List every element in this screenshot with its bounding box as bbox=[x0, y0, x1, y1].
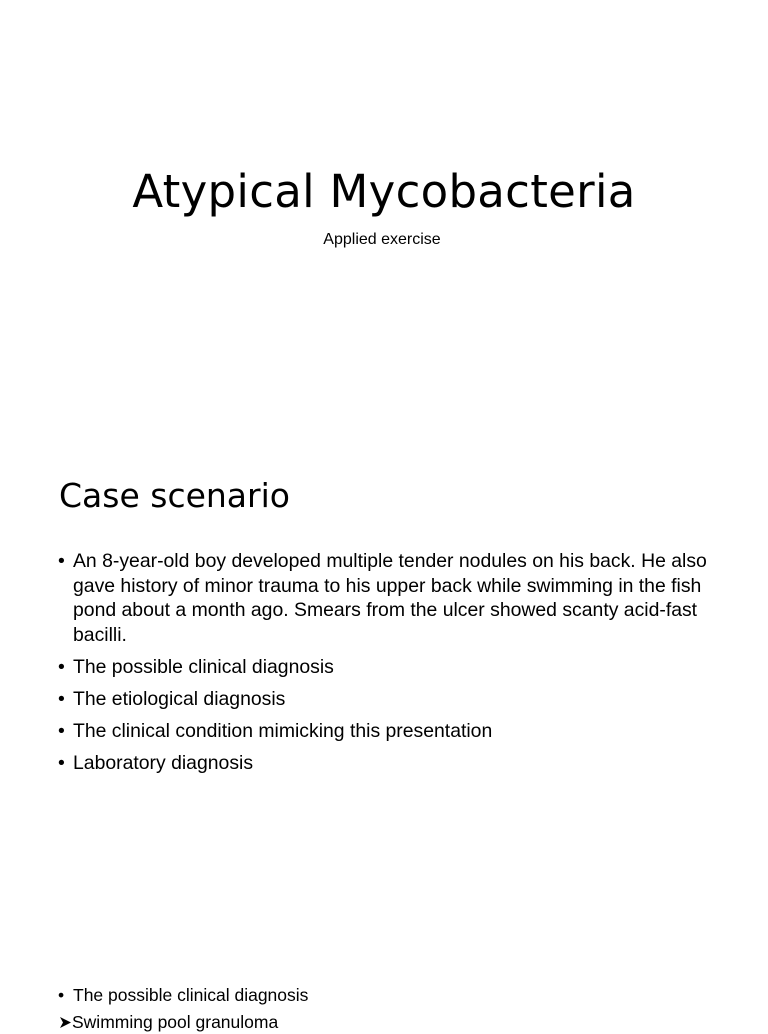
answer-bullet-list bbox=[58, 983, 718, 1007]
bullet-item bbox=[58, 751, 718, 776]
case-scenario-slide bbox=[0, 430, 768, 950]
case-bullet-list bbox=[58, 549, 718, 783]
bullet-dot-icon: • bbox=[58, 751, 65, 774]
bullet-text: The possible clinical diagnosis bbox=[73, 655, 334, 678]
bullet-item bbox=[58, 983, 718, 1007]
bullet-item bbox=[58, 655, 718, 680]
sub-item bbox=[59, 1010, 278, 1034]
bullet-dot-icon: • bbox=[58, 985, 65, 1005]
slide-subtitle: Applied exercise bbox=[323, 231, 441, 248]
bullet-item bbox=[58, 549, 718, 647]
answer-slide bbox=[0, 950, 768, 1032]
title-slide bbox=[0, 0, 768, 430]
bullet-dot-icon: • bbox=[58, 550, 65, 572]
bullet-dot-icon: • bbox=[58, 655, 65, 678]
bullet-item bbox=[58, 719, 718, 744]
bullet-text: The clinical condition mimicking this presentation bbox=[73, 719, 493, 742]
sub-item-text: Swimming pool granuloma bbox=[72, 1012, 279, 1032]
bullet-dot-icon: • bbox=[58, 719, 65, 742]
bullet-text: Laboratory diagnosis bbox=[73, 751, 254, 774]
arrowhead-bullet-icon bbox=[59, 1016, 72, 1029]
bullet-item bbox=[58, 687, 718, 712]
bullet-text: The possible clinical diagnosis bbox=[73, 985, 309, 1005]
bullet-dot-icon: • bbox=[58, 687, 65, 710]
bullet-text: The etiological diagnosis bbox=[73, 687, 286, 710]
bullet-text: An 8-year-old boy developed multiple tender nodules on his back. He also gave history of minor trauma to his upper back while swimming in the fish pond about a month ago. Smears from the ulcer showed scanty acid-fast bacilli. bbox=[73, 550, 707, 646]
slide-title: Atypical Mycobacteria bbox=[132, 165, 636, 218]
case-heading: Case scenario bbox=[59, 476, 290, 515]
